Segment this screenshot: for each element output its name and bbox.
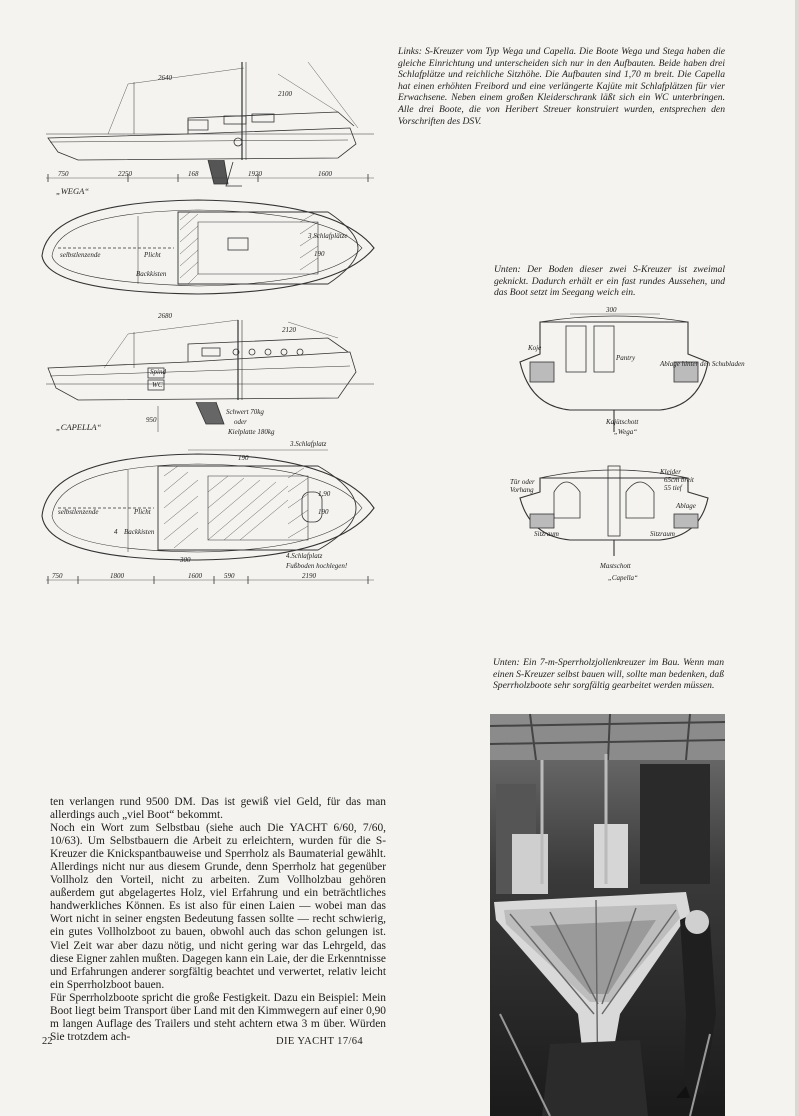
dim-2190: 2190: [302, 572, 316, 580]
label-selbstlenzende-wega: selbstlenzende: [60, 251, 101, 259]
caption-top: Links: S-Kreuzer vom Typ Wega und Capella. Die Boote Wega und Stega haben die gleiche Einrichtung und unterscheiden sich nur in den Aufbauten. Beide haben drei Schlafplätze und reichliche Sitzhöhe. Die Aufbauten sind 1,70 m breit. Die Capella hat einen erhöhten Freibord und eine verlängerte Kajüte mit Schlafplätzen für vier Erwachsene. Neben einem großen Kleiderschrank läßt sich ein WC unterbringen. Alle drei Boote, die von Heribert Streuer konstruiert wurden, entsprechen den Vorschriften des DSV.: [398, 46, 725, 127]
dim-950: 950: [146, 416, 157, 424]
dim-1600-capella: 1600: [188, 572, 202, 580]
label-sitzraum-l: Sitzraum: [534, 530, 559, 538]
label-kleider: Kleider: [660, 468, 681, 476]
label-4: 4: [114, 528, 118, 536]
label-oder: oder: [234, 418, 247, 426]
label-tief: 55 tief: [664, 484, 682, 492]
dim-2680: 2680: [158, 312, 172, 320]
dim-1-90: 1,90: [318, 490, 331, 498]
label-wega: „WEGA“: [56, 186, 90, 196]
label-ablage: Ablage: [676, 502, 696, 510]
dim-190-capella-2: 190: [318, 508, 329, 516]
dim-190-wega: 190: [314, 250, 325, 258]
label-pantry: Pantry: [616, 354, 636, 362]
label-section-wega: „Wega“: [614, 428, 638, 436]
dim-750-capella: 750: [52, 572, 63, 580]
label-kajuetschott: Kajütschott: [606, 418, 639, 426]
label-sitzraum-r: Sitzraum: [650, 530, 675, 538]
label-3-schlafplaetze: 3 Schlafplätze: [308, 232, 348, 240]
construction-photo: [490, 714, 725, 1116]
magazine-issue: DIE YACHT 17/64: [276, 1036, 364, 1047]
label-4-schlafplatz: 4.Schlafplatz: [286, 552, 323, 560]
dim-750-wega: 750: [58, 170, 69, 178]
section-dim-300: 300: [606, 306, 617, 314]
label-backkisten-capella: Backkisten: [124, 528, 155, 536]
dim-190-capella: 190: [238, 454, 249, 462]
caption-lower: Unten: Ein 7-m-Sperrholzjollenkreuzer im Bau. Wenn man einen S-Kreuzer selbst bauen will, sollte man bedenken, daß Sperrholzboote sehr sorgfältig gearbeitet werden müssen.: [493, 657, 724, 692]
label-ablage-hinter: Ablage hinter den Schubladen: [660, 360, 745, 368]
label-backkisten-wega: Backkisten: [136, 270, 167, 278]
page-number: 22: [42, 1036, 53, 1047]
dim-1920: 1920: [248, 170, 262, 178]
body-paragraph-2: Noch ein Wort zum Selbstbau (siehe auch Die YACHT 6/60, 7/60, 10/63). Um Selbstbauern die Arbeit zu erleichtern, wurden für die S-Kreuzer die Knickspantbauweise und Sperrholz als Baumaterial gewählt. Allerdings nicht nur aus diesem Grunde, denn Sperrholz hat gegenüber Vollholz den Vorteil, nicht zu arbeiten. Zum Vollholzbau gehören außerdem gut abgelagertes Holz, viel Erfahrung und ein beträchtliches handwerkliches Können. Es ist also für einen Laien — wobei man das Wort nicht in seiner engsten Bedeutung fassen sollte — recht schwierig, ein gutes Vollholzboot zu bauen, obwohl auch das schon gelungen ist. Viel Zeit war aber dazu nötig, und nicht gering war das Lehrgeld, das diese Eigner zahlen mußten. Dagegen kann ein Laie, der die Erkenntnisse und Erfahrungen anderer sorgfältig beachtet und verwertet, relativ leicht ein Sperrholzboot bauen.: [50, 822, 386, 991]
label-selbstlenzende-capella: selbstlenzende: [58, 508, 99, 516]
dim-300: 300: [180, 556, 191, 564]
article-body: [50, 796, 386, 1044]
label-spind: Spind: [150, 368, 166, 376]
dim-2100: 2100: [278, 90, 292, 98]
label-capella: „CAPELLA“: [56, 422, 102, 432]
label-plicht-wega: Plicht: [144, 251, 161, 259]
label-tuer-oder: Tür oder: [510, 478, 535, 486]
label-wc: WC: [152, 381, 163, 389]
label-breit: 65cm breit: [664, 476, 694, 484]
cross-section-drawing: [510, 306, 745, 586]
dim-2250: 2250: [118, 170, 132, 178]
dim-1600-wega: 1600: [318, 170, 332, 178]
label-schwert: Schwert 70kg: [226, 408, 264, 416]
caption-middle: Unten: Der Boden dieser zwei S-Kreuzer ist zweimal geknickt. Dadurch erhält er ein fast rundes Aussehen, und das Boot setzt im Seegang weich ein.: [494, 264, 725, 299]
dim-2120: 2120: [282, 326, 296, 334]
body-paragraph-1: ten verlangen rund 9500 DM. Das ist gewiß viel Geld, für das man allerdings auch „viel Boot“ bekommt.: [50, 796, 386, 822]
page-edge: [795, 0, 799, 1116]
label-plicht-capella: Plicht: [134, 508, 151, 516]
body-paragraph-3: Für Sperrholzboote spricht die große Festigkeit. Dazu ein Beispiel: Mein Boot liegt beim Transport über Land mit den Kimmwegern auf einer 0,90 m langen Auflage des Trailers und steht achtern etwa 3 m über. Würden Sie trotzdem ach-: [50, 991, 386, 1043]
label-3-schlafplatz: 3.Schlafplatz: [290, 440, 327, 448]
dim-168: 168: [188, 170, 199, 178]
boat-plan-drawing: [38, 52, 378, 592]
label-koje: Koje: [528, 344, 542, 352]
label-kielplatte: Kielplatte 180kg: [228, 428, 275, 436]
dim-1800: 1800: [110, 572, 124, 580]
label-section-capella: „Capella“: [608, 574, 638, 582]
label-mastschott: Mastschott: [600, 562, 631, 570]
label-fussboden: Fußboden hochlegen!: [286, 562, 348, 570]
dim-2640: 2640: [158, 74, 172, 82]
label-vorhang: Vorhang: [510, 486, 534, 494]
dim-590: 590: [224, 572, 235, 580]
